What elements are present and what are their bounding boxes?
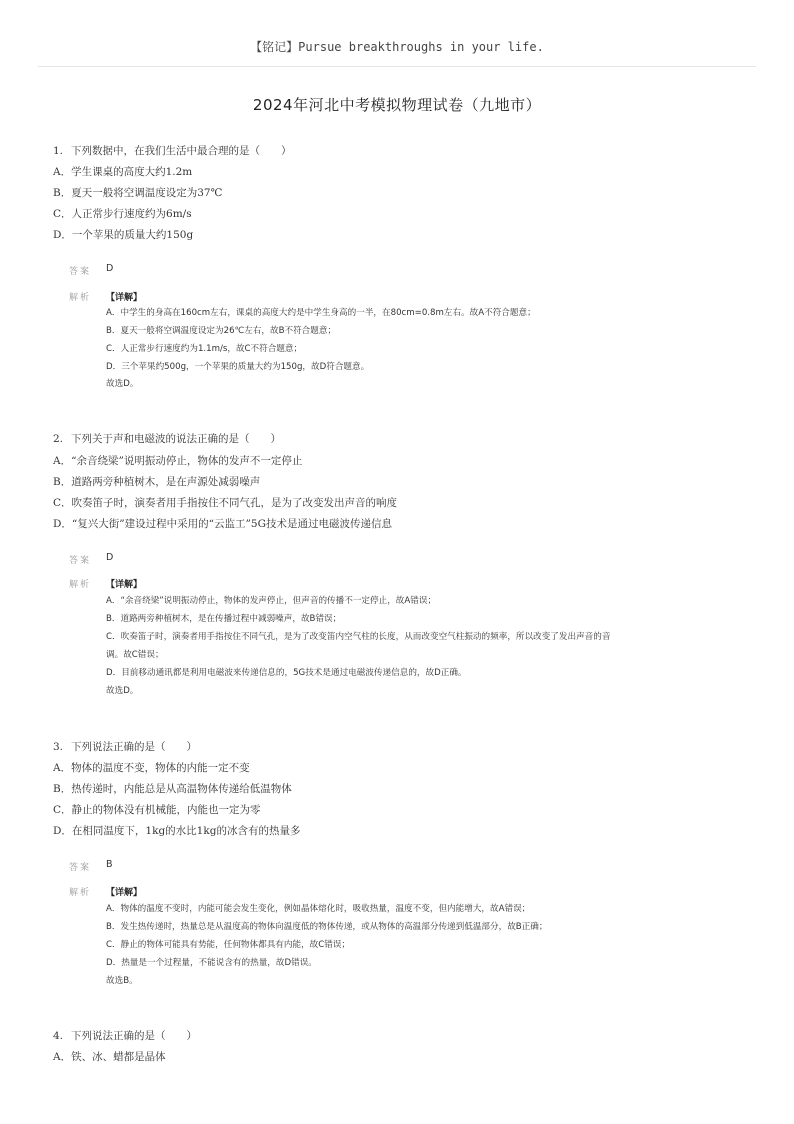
- option-c: C．静止的物体没有机械能，内能也一定为零: [53, 804, 261, 816]
- answer-value: B: [106, 859, 113, 870]
- option-b: B．道路两旁种植树木，是在声源处减弱噪声: [53, 476, 261, 488]
- question-text: 下列说法正确的是（ ）: [71, 741, 198, 753]
- exam-title: 2024年河北中考模拟物理试卷（九地市）: [252, 96, 542, 114]
- answer-label: 答案: [69, 267, 92, 277]
- question-number: 3.: [53, 741, 64, 753]
- explanation-line: D．三个苹果约500g，一个苹果的质量大约为150g，故D符合题意。: [106, 362, 370, 372]
- explanation-line: C．吹奏笛子时，演奏者用手指按住不同气孔，是为了改变笛内空气柱的长度，从而改变空气柱振动的频率，所以改变了发出声音的音: [106, 632, 611, 642]
- question-stem: [53, 144, 292, 158]
- option-a: A．铁、冰、蜡都是晶体: [53, 1051, 166, 1063]
- answer-value: D: [106, 552, 114, 563]
- explanation-line: B．夏天一般将空调温度设定为26℃左右，故B不符合题意；: [106, 326, 337, 336]
- explanation-line: 调。故C错误；: [106, 650, 164, 660]
- option-a: A．“余音绕梁”说明振动停止，物体的发声不一定停止: [53, 455, 303, 467]
- explanation-line: A．“余音绕梁”说明振动停止，物体的发声停止，但声音的传播不一定停止，故A错误；: [106, 596, 437, 606]
- explanation-line: B．发生热传递时，热量总是从温度高的物体向温度低的物体传递，或从物体的高温部分传递到低温部分，故B正确；: [106, 922, 548, 932]
- explanation-line: C．人正常步行速度约为1.1m/s，故C不符合题意；: [106, 344, 303, 354]
- explanation-line: 故选D。: [106, 379, 139, 389]
- option-d: D．一个苹果的质量大约150g: [53, 229, 194, 241]
- answer-value: D: [106, 263, 114, 274]
- question-stem: [53, 740, 197, 754]
- answer-label: 答案: [69, 863, 92, 873]
- question-text: 下列说法正确的是（ ）: [71, 1030, 198, 1042]
- option-b: B．夏天一般将空调温度设定为37℃: [53, 187, 223, 199]
- explanation-label: 解析: [69, 580, 92, 590]
- question-number: 4.: [53, 1030, 64, 1042]
- option-d: D．在相同温度下，1kg的水比1kg的冰含有的热量多: [53, 825, 301, 837]
- explanation-line: A．物体的温度不变时，内能可能会发生变化，例如晶体熔化时，吸收热量，温度不变，但内能增大，故A错误；: [106, 904, 531, 914]
- detail-heading: 【详解】: [106, 580, 143, 590]
- option-a: A．物体的温度不变，物体的内能一定不变: [53, 762, 250, 774]
- explanation-line: A．中学生的身高在160cm左右，课桌的高度大约是中学生身高的一半，在80cm=0.8m左右。故A不符合题意；: [106, 308, 536, 318]
- explanation-line: B．道路两旁种植树木，是在传播过程中减弱噪声，故B错误；: [106, 614, 342, 624]
- explanation-label: 解析: [69, 293, 92, 303]
- question-stem: [53, 1029, 197, 1043]
- question-text: 下列关于声和电磁波的说法正确的是（ ）: [71, 433, 282, 445]
- question-number: 1.: [53, 145, 64, 157]
- answer-label: 答案: [69, 556, 92, 566]
- question-text: 下列数据中，在我们生活中最合理的是（ ）: [71, 145, 292, 157]
- option-c: C．人正常步行速度约为6m/s: [53, 208, 192, 220]
- explanation-line: D．热量是一个过程量，不能说含有的热量，故D错误。: [106, 958, 317, 968]
- explanation-line: C．静止的物体可能具有势能，任何物体都具有内能，故C错误；: [106, 940, 351, 950]
- detail-heading: 【详解】: [106, 293, 143, 303]
- question-number: 2.: [53, 433, 64, 445]
- explanation-line: 故选D。: [106, 686, 139, 696]
- header-divider: [38, 66, 756, 67]
- explanation-line: 故选B。: [106, 976, 138, 986]
- question-stem: [53, 432, 281, 446]
- page-header-motto: 【铭记】Pursue breakthroughs in your life.: [250, 40, 544, 54]
- explanation-line: D．目前移动通讯都是利用电磁波来传递信息的，5G技术是通过电磁波传递信息的，故D正确。: [106, 668, 467, 678]
- option-b: B．热传递时，内能总是从高温物体传递给低温物体: [53, 783, 292, 795]
- explanation-label: 解析: [69, 888, 92, 898]
- option-a: A．学生课桌的高度大约1.2m: [53, 166, 193, 178]
- option-c: C．吹奏笛子时，演奏者用手指按住不同气孔，是为了改变发出声音的响度: [53, 497, 398, 509]
- detail-heading: 【详解】: [106, 888, 143, 898]
- option-d: D．“复兴大街”建设过程中采用的“云监工”5G技术是通过电磁波传递信息: [53, 518, 392, 530]
